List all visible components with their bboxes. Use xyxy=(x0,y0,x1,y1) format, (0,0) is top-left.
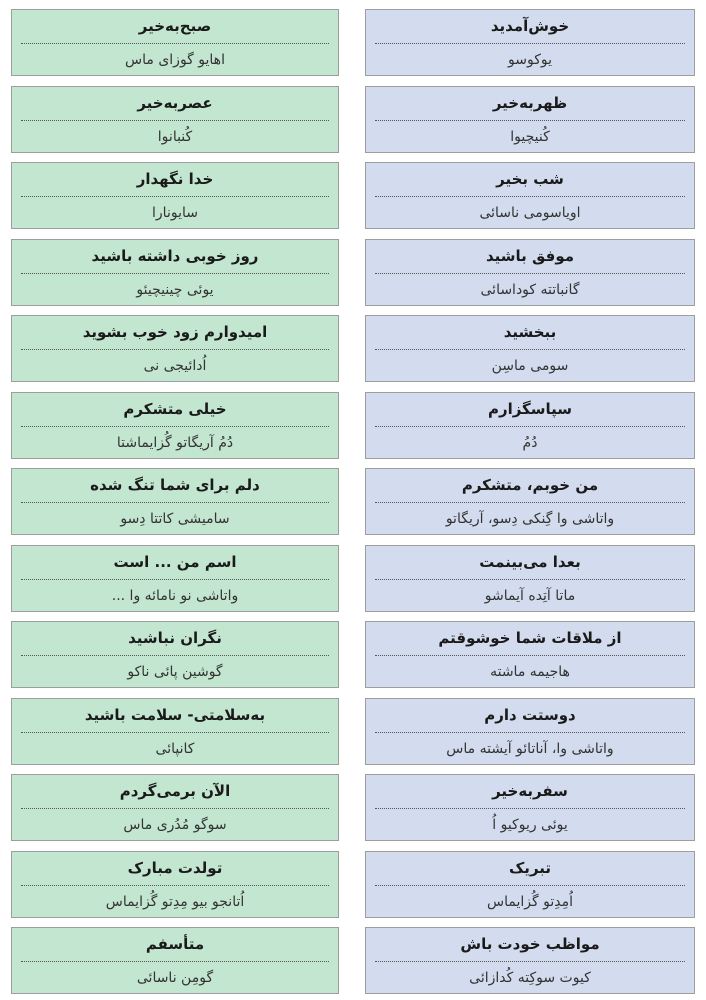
pronunciation-text: اویاسومی ناسائی xyxy=(479,205,581,221)
phrase-text: من خوبم، متشکرم xyxy=(375,469,685,503)
phrase-card-left-1 xyxy=(11,9,339,76)
pronunciation-text: دُمُ xyxy=(522,435,538,451)
phrase-card-right-12 xyxy=(365,851,695,918)
phrase-card-right-1 xyxy=(365,9,695,76)
phrase-card-left-11 xyxy=(11,774,339,841)
phrase-text: نگران نباشید xyxy=(21,622,329,656)
phrase-text: سفربه‌خیر xyxy=(375,775,685,809)
phrase-text: به‌سلامتی- سلامت باشید xyxy=(21,699,329,733)
phrase-card-left-3 xyxy=(11,162,339,229)
phrase-card-right-5 xyxy=(365,315,695,382)
pronunciation-text: دُمُ آریگاتو گُزایماشتا xyxy=(116,435,234,451)
phrase-text: موفق باشید xyxy=(375,240,685,274)
phrase-card-left-4 xyxy=(11,239,339,306)
phrase-text: شب بخیر xyxy=(375,163,685,197)
phrase-card-left-8 xyxy=(11,545,339,612)
phrase-text: دلم برای شما تنگ شده xyxy=(21,469,329,503)
phrase-text: روز خوبی داشته باشید xyxy=(21,240,329,274)
pronunciation-text: گومِن ناسائی xyxy=(136,970,214,986)
pronunciation-text: سامیشی کاتتا دِسو xyxy=(120,511,230,527)
pronunciation-text: گانباتته کوداسائی xyxy=(480,282,580,298)
phrase-text: خیلی متشکرم xyxy=(21,393,329,427)
phrase-text: تولدت مبارک xyxy=(21,852,329,886)
phrase-card-right-11 xyxy=(365,774,695,841)
phrase-text: ظهربه‌خیر xyxy=(375,87,685,121)
pronunciation-text: کُنیچیوا xyxy=(510,129,550,145)
phrase-text: سپاسگزارم xyxy=(375,393,685,427)
phrase-text: بعدا می‌بینمت xyxy=(375,546,685,580)
phrase-card-left-7 xyxy=(11,468,339,535)
pronunciation-text: یوئی ریوکیو اُ xyxy=(492,817,568,833)
pronunciation-text: اهایو گوزای ماس xyxy=(125,52,225,68)
phrase-text: الآن برمی‌گردم xyxy=(21,775,329,809)
pronunciation-text: واتاشی وا، آناتائو آیشته ماس xyxy=(446,741,614,757)
phrase-text: صبح‌به‌خیر xyxy=(21,10,329,44)
phrase-card-left-12 xyxy=(11,851,339,918)
phrase-text: تبریک xyxy=(375,852,685,886)
phrase-card-right-7 xyxy=(365,468,695,535)
pronunciation-text: اُمِدِتو گُزایماس xyxy=(487,894,573,910)
phrase-card-right-13 xyxy=(365,927,695,994)
pronunciation-text: سوگو مُدُری ماس xyxy=(123,817,227,833)
pronunciation-text: گوشین پائی ناکو xyxy=(127,664,223,680)
pronunciation-text: سایونارا xyxy=(152,205,198,221)
phrase-card-right-3 xyxy=(365,162,695,229)
phrase-card-right-10 xyxy=(365,698,695,765)
pronunciation-text: یوئی چینیچیئو xyxy=(136,282,214,298)
phrase-card-left-2 xyxy=(11,86,339,153)
phrase-text: متأسفم xyxy=(21,928,329,962)
pronunciation-text: اُدائیجی نی xyxy=(143,358,207,374)
pronunciation-text: اُتانجو بیو مِدِتو گُزایماس xyxy=(105,894,245,910)
phrase-text: خوش‌آمدید xyxy=(375,10,685,44)
pronunciation-text: واتاشی نو نامائه وا ... xyxy=(111,588,239,604)
phrase-text: مواظب خودت باش xyxy=(375,928,685,962)
pronunciation-text: کانپائی xyxy=(155,741,195,757)
phrase-card-right-6 xyxy=(365,392,695,459)
pronunciation-text: کیوت سوکِته کُدازائی xyxy=(469,970,591,986)
phrase-card-left-9 xyxy=(11,621,339,688)
pronunciation-text: سومی ماسِن xyxy=(491,358,569,374)
phrase-card-left-10 xyxy=(11,698,339,765)
phrase-card-left-6 xyxy=(11,392,339,459)
phrase-text: اسم من ... است xyxy=(21,546,329,580)
phrase-card-right-4 xyxy=(365,239,695,306)
pronunciation-text: هاجیمه ماشته xyxy=(490,664,570,680)
phrase-text: ببخشید xyxy=(375,316,685,350)
phrase-text: دوستت دارم xyxy=(375,699,685,733)
phrase-text: خدا نگهدار xyxy=(21,163,329,197)
phrase-card-right-2 xyxy=(365,86,695,153)
pronunciation-text: ماتا آتِده آیماشو xyxy=(484,588,576,604)
phrase-card-right-9 xyxy=(365,621,695,688)
phrase-card-left-5 xyxy=(11,315,339,382)
phrase-text: از ملاقات شما خوشوقتم xyxy=(375,622,685,656)
phrase-card-left-13 xyxy=(11,927,339,994)
phrase-text: امیدوارم زود خوب بشوید xyxy=(21,316,329,350)
phrase-card-right-8 xyxy=(365,545,695,612)
pronunciation-text: کُنبانوا xyxy=(157,129,193,145)
pronunciation-text: یوکوسو xyxy=(508,52,552,68)
pronunciation-text: واتاشی وا گِنکی دِسو، آریگاتو xyxy=(445,511,615,527)
phrase-text: عصربه‌خیر xyxy=(21,87,329,121)
